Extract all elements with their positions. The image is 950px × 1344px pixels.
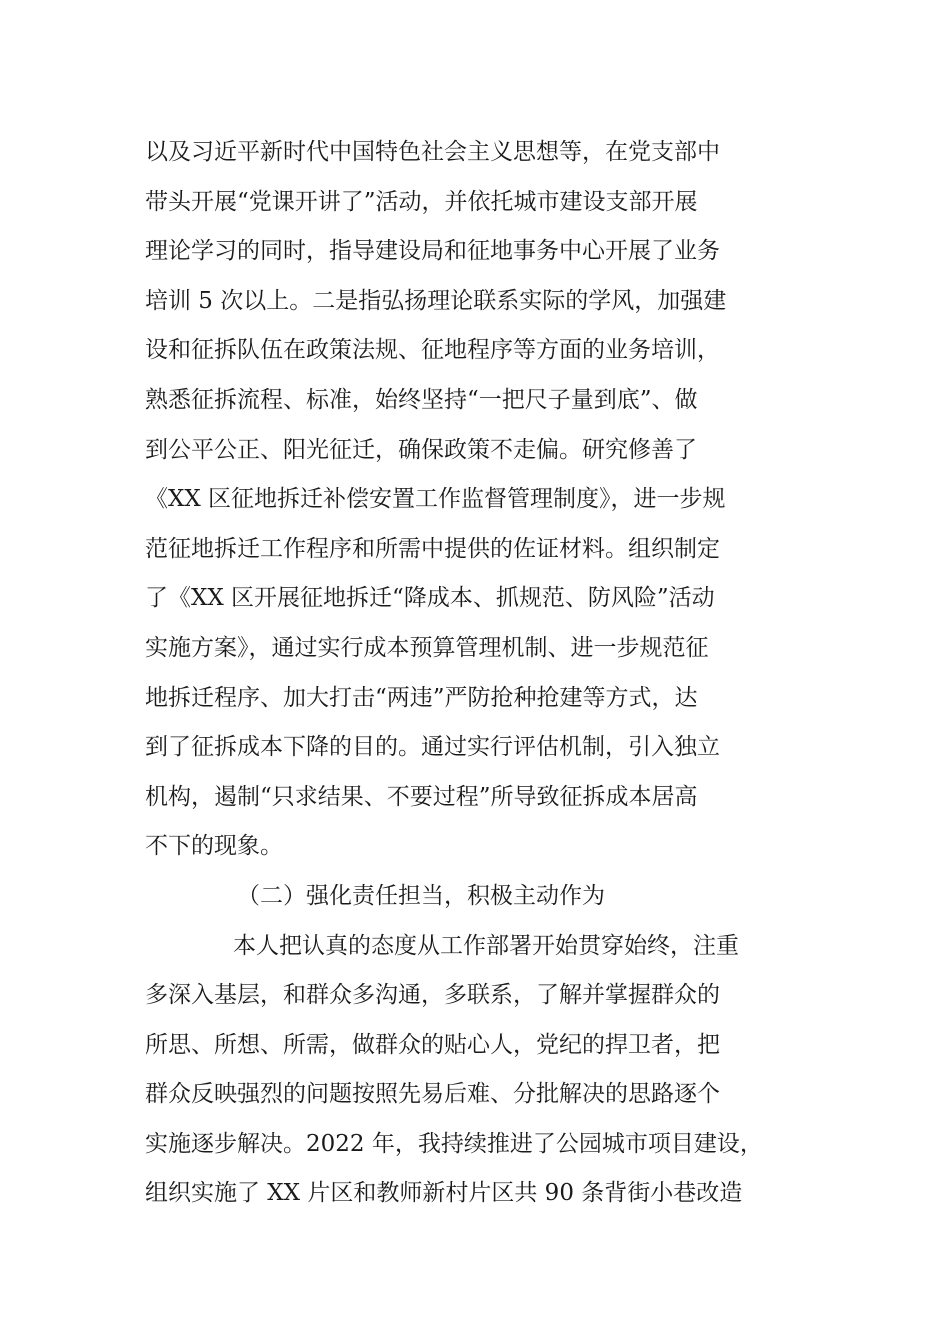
text-line: 到了征拆成本下降的目的。通过实行评估机制，引入独立 [145,734,720,761]
text-line: 到公平公正、阳光征迁，确保政策不走偏。研究修善了 [145,436,697,463]
text-line: 理论学习的同时，指导建设局和征地事务中心开展了业务 [145,238,720,265]
paragraph-first-line: 本人把认真的态度从工作部署开始贯穿始终，注重 [233,932,739,959]
text-line: 所思、所想、所需，做群众的贴心人，党纪的捍卫者，把 [145,1031,720,1058]
text-line: 熟悉征拆流程、标准，始终坚持“一把尺子量到底”、做 [145,386,698,413]
text-line: 多深入基层，和群众多沟通，多联系，了解并掌握群众的 [145,982,720,1009]
text-line: 实施方案》，通过实行成本预算管理机制、进一步规范征 [145,634,709,661]
text-line: 群众反映强烈的问题按照先易后难、分批解决的思路逐个 [145,1081,720,1108]
text-line: 地拆迁程序、加大打击“两违”严防抢种抢建等方式，达 [145,684,698,711]
text-line: 范征地拆迁工作程序和所需中提供的佐证材料。组织制定 [145,535,720,562]
text-line: 带头开展“党课开讲了”活动，并依托城市建设支部开展 [145,188,698,215]
text-line: 机构，遏制“只求结果、不要过程”所导致征拆成本居高 [145,783,698,810]
text-line: 实施逐步解决。2022 年，我持续推进了公园城市项目建设， [145,1130,763,1157]
text-line: 设和征拆队伍在政策法规、征地程序等方面的业务培训， [145,337,720,364]
section-heading: （二）强化责任担当，积极主动作为 [237,882,605,909]
body-text [145,128,835,1219]
text-line: 培训 5 次以上。二是指弘扬理论联系实际的学风，加强建 [145,287,727,314]
text-line: 组织实施了 XX 片区和教师新村片区共 90 条背街小巷改造 [145,1180,743,1207]
text-line: 了《XX 区开展征地拆迁“降成本、抓规范、防风险”活动 [145,585,715,612]
text-line: 《XX 区征地拆迁补偿安置工作监督管理制度》，进一步规 [145,486,726,513]
text-line: 以及习近平新时代中国特色社会主义思想等，在党支部中 [145,139,720,165]
text-line: 不下的现象。 [145,833,283,860]
